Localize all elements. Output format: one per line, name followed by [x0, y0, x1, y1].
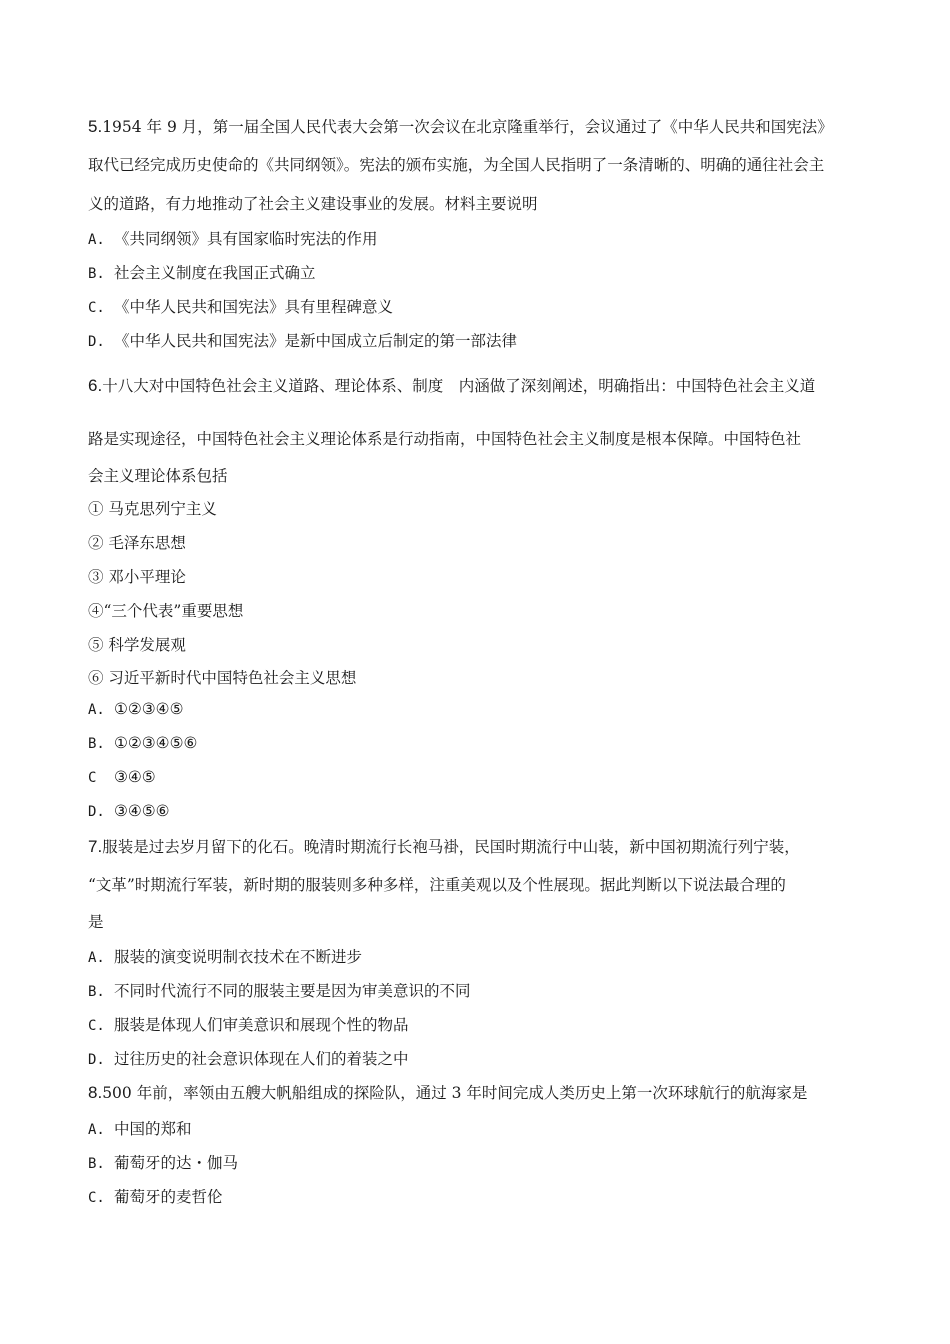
question-6-item-1: ① 马克思列宁主义 [88, 500, 217, 518]
question-5-option-d: D. 《中华人民共和国宪法》是新中国成立后制定的第一部法律 [88, 332, 518, 350]
question-5-stem-line-3: 义的道路，有力地推动了社会主义建设事业的发展。材料主要说明 [88, 195, 538, 213]
question-7-stem-line-2: “文革”时期流行军装，新时期的服装则多种多样，注重美观以及个性展现。据此判断以下说法最合理的 [88, 876, 786, 894]
question-6-stem-line-3: 会主义理论体系包括 [88, 467, 228, 485]
question-7-stem-line-3: 是 [88, 913, 104, 931]
question-6-option-b: B. ①②③④⑤⑥ [88, 734, 198, 752]
question-8-option-c: C. 葡萄牙的麦哲伦 [88, 1188, 223, 1206]
question-6-item-4: ④“三个代表”重要思想 [88, 602, 244, 620]
question-6-item-5: ⑤ 科学发展观 [88, 636, 186, 654]
question-7-option-a: A. 服装的演变说明制衣技术在不断进步 [88, 948, 363, 966]
question-7-option-c: C. 服装是体现人们审美意识和展现个性的物品 [88, 1016, 409, 1034]
question-8-number: 8. [88, 1083, 103, 1102]
question-5-option-c: C. 《中华人民共和国宪法》具有里程碑意义 [88, 298, 394, 316]
question-5-number: 5. [88, 117, 103, 136]
question-5-option-a: A. 《共同纲领》具有国家临时宪法的作用 [88, 230, 378, 248]
question-5-stem-line-1: 5.1954 年 9 月，第一届全国人民代表大会第一次会议在北京隆重举行，会议通过了《中华人民共和国宪法》 [88, 117, 833, 136]
question-7-number: 7. [88, 837, 103, 856]
question-6-option-c: C ③④⑤ [88, 768, 156, 786]
question-6-option-d: D. ③④⑤⑥ [88, 802, 170, 820]
question-6-stem-line-2: 路是实现途径，中国特色社会主义理论体系是行动指南，中国特色社会主义制度是根本保障。中国特色社 [88, 430, 802, 448]
question-7-option-d: D. 过往历史的社会意识体现在人们的着装之中 [88, 1050, 409, 1068]
question-8-option-a: A. 中国的郑和 [88, 1120, 192, 1138]
question-6-item-2: ② 毛泽东思想 [88, 534, 186, 552]
question-6-number: 6. [88, 376, 103, 395]
question-7-stem-line-1: 7.服装是过去岁月留下的化石。晚清时期流行长袍马褂，民国时期流行中山装，新中国初期流行列宁装， [88, 837, 800, 856]
question-6-option-a: A. ①②③④⑤ [88, 700, 184, 718]
question-5-option-b: B. 社会主义制度在我国正式确立 [88, 264, 316, 282]
question-7-option-b: B. 不同时代流行不同的服装主要是因为审美意识的不同 [88, 982, 471, 1000]
question-6-stem-line-1: 6.十八大对中国特色社会主义道路、理论体系、制度 内涵做了深刻阐述，明确指出：中国特色社会主义道 [88, 376, 816, 395]
question-5-stem-line-2: 取代已经完成历史使命的《共同纲领》。宪法的颁布实施，为全国人民指明了一条清晰的、明确的通往社会主 [88, 156, 825, 174]
question-8-option-b: B. 葡萄牙的达・伽马 [88, 1154, 239, 1172]
question-6-item-3: ③ 邓小平理论 [88, 568, 186, 586]
question-8-stem-line-1: 8.500 年前，率领由五艘大帆船组成的探险队，通过 3 年时间完成人类历史上第一次环球航行的航海家是 [88, 1083, 808, 1102]
question-6-item-6: ⑥ 习近平新时代中国特色社会主义思想 [88, 669, 357, 687]
